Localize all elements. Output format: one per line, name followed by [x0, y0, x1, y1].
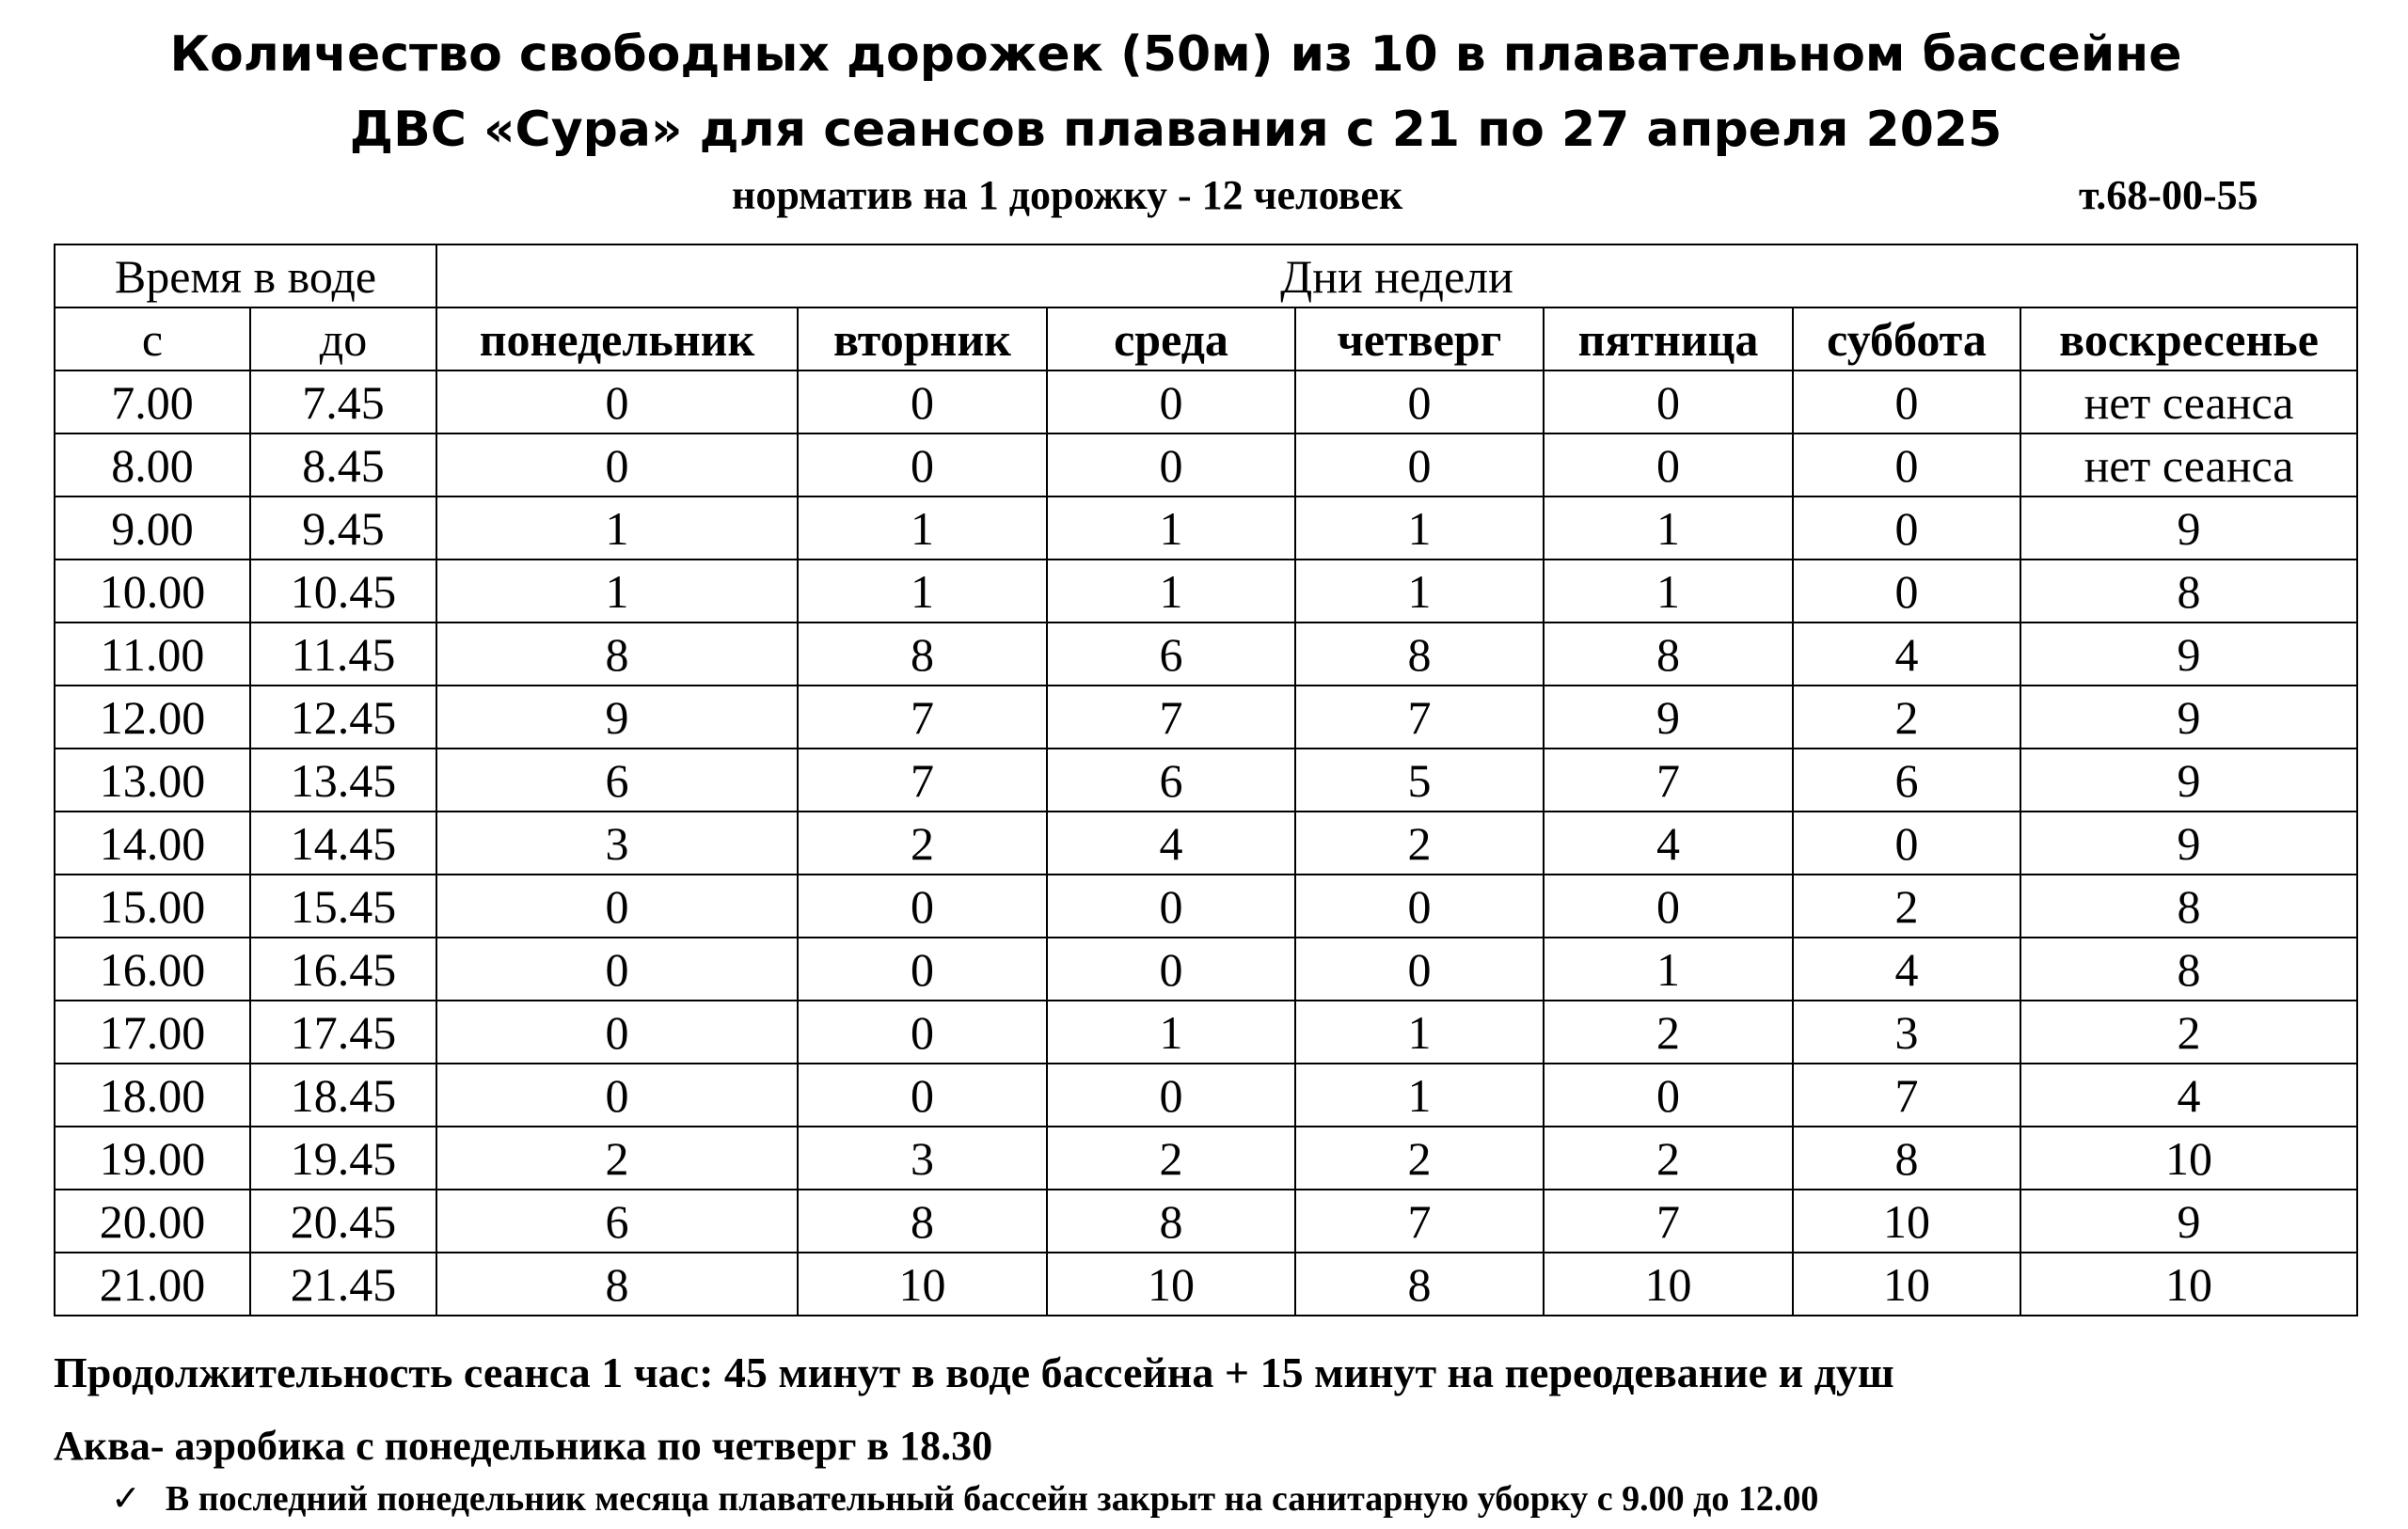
free-lanes-cell: 1 — [798, 497, 1047, 560]
free-lanes-cell: 1 — [1295, 1064, 1544, 1127]
free-lanes-cell: 1 — [1295, 1001, 1544, 1064]
free-lanes-cell: 8 — [2020, 875, 2357, 938]
time-from-cell: 15.00 — [55, 875, 250, 938]
free-lanes-cell: 0 — [1793, 370, 2020, 433]
free-lanes-cell: 8 — [1793, 1127, 2020, 1190]
free-lanes-cell: 7 — [1793, 1064, 2020, 1127]
free-lanes-cell: 0 — [1544, 1064, 1793, 1127]
free-lanes-cell: 7 — [1295, 686, 1544, 749]
time-to-cell: 12.45 — [250, 686, 436, 749]
free-lanes-cell: 2 — [1544, 1127, 1793, 1190]
free-lanes-cell: 9 — [2020, 686, 2357, 749]
time-from-cell: 20.00 — [55, 1190, 250, 1253]
free-lanes-cell: 4 — [2020, 1064, 2357, 1127]
free-lanes-cell: 4 — [1544, 812, 1793, 875]
free-lanes-cell: 8 — [436, 1253, 798, 1316]
free-lanes-cell: 1 — [1544, 497, 1793, 560]
time-to-cell: 10.45 — [250, 560, 436, 623]
free-lanes-cell: 4 — [1793, 938, 2020, 1001]
day-header-thursday: четверг — [1295, 307, 1544, 370]
free-lanes-cell: 7 — [1047, 686, 1295, 749]
day-header-saturday: суббота — [1793, 307, 2020, 370]
free-lanes-cell: 8 — [1295, 623, 1544, 686]
to-header: до — [250, 307, 436, 370]
free-lanes-cell: 6 — [1047, 623, 1295, 686]
free-lanes-cell: 0 — [1047, 1064, 1295, 1127]
free-lanes-cell: 6 — [1793, 749, 2020, 812]
free-lanes-cell: 10 — [1047, 1253, 1295, 1316]
free-lanes-cell: 10 — [2020, 1253, 2357, 1316]
free-lanes-cell: 8 — [1544, 623, 1793, 686]
free-lanes-cell: 6 — [436, 749, 798, 812]
free-lanes-cell: 0 — [436, 370, 798, 433]
session-duration-note: Продолжительность сеанса 1 час: 45 минут в воде бассейна + 15 минут на переодевание и душ — [54, 1348, 1894, 1396]
free-lanes-cell: 4 — [1047, 812, 1295, 875]
time-from-cell: 16.00 — [55, 938, 250, 1001]
aqua-aerobics-note: Аква- аэробика с понедельника по четверг в 18.30 — [54, 1423, 993, 1469]
free-lanes-cell: 0 — [436, 1001, 798, 1064]
time-to-cell: 16.45 — [250, 938, 436, 1001]
time-to-cell: 7.45 — [250, 370, 436, 433]
free-lanes-cell: 1 — [1544, 560, 1793, 623]
free-lanes-cell: 10 — [1793, 1190, 2020, 1253]
free-lanes-cell: 0 — [798, 938, 1047, 1001]
time-from-cell: 11.00 — [55, 623, 250, 686]
free-lanes-cell: 0 — [436, 875, 798, 938]
free-lanes-cell: 3 — [436, 812, 798, 875]
table-row — [55, 812, 2357, 875]
free-lanes-cell: 7 — [1544, 749, 1793, 812]
checkmark-icon: ✓ — [111, 1477, 141, 1519]
free-lanes-cell: 1 — [436, 497, 798, 560]
day-header-friday: пятница — [1544, 307, 1793, 370]
schedule-body — [55, 370, 2357, 1316]
days-of-week-header: Дни недели — [436, 244, 2357, 307]
time-from-cell: 18.00 — [55, 1064, 250, 1127]
time-to-cell: 13.45 — [250, 749, 436, 812]
free-lanes-cell: 0 — [1047, 433, 1295, 497]
free-lanes-cell: 0 — [1295, 938, 1544, 1001]
day-header-wednesday: среда — [1047, 307, 1295, 370]
free-lanes-cell: 0 — [798, 1001, 1047, 1064]
table-row — [55, 1253, 2357, 1316]
free-lanes-cell: 1 — [1295, 497, 1544, 560]
free-lanes-cell: 9 — [2020, 623, 2357, 686]
free-lanes-cell: 8 — [1047, 1190, 1295, 1253]
time-from-cell: 8.00 — [55, 433, 250, 497]
free-lanes-cell: 8 — [436, 623, 798, 686]
free-lanes-cell: 0 — [436, 433, 798, 497]
table-row — [55, 370, 2357, 433]
closure-note-text: В последний понедельник месяца плавательный бассейн закрыт на санитарную уборку с 9.00 до 12.00 — [165, 1479, 1819, 1519]
time-from-cell: 14.00 — [55, 812, 250, 875]
table-row — [55, 686, 2357, 749]
free-lanes-cell: 8 — [798, 1190, 1047, 1253]
free-lanes-cell: 0 — [1295, 370, 1544, 433]
phone-number: т.68-00-55 — [2079, 172, 2258, 218]
free-lanes-cell: 0 — [1295, 875, 1544, 938]
table-row — [55, 433, 2357, 497]
free-lanes-cell: 10 — [798, 1253, 1047, 1316]
free-lanes-cell: 0 — [1295, 433, 1544, 497]
schedule-table — [54, 244, 2358, 1316]
free-lanes-cell: 3 — [1793, 1001, 2020, 1064]
free-lanes-cell: 7 — [1295, 1190, 1544, 1253]
free-lanes-cell: 1 — [1047, 560, 1295, 623]
time-to-cell: 18.45 — [250, 1064, 436, 1127]
free-lanes-cell: 4 — [1793, 623, 2020, 686]
free-lanes-cell: 0 — [798, 433, 1047, 497]
free-lanes-cell: 0 — [1793, 812, 2020, 875]
free-lanes-cell: 2 — [1295, 1127, 1544, 1190]
table-row — [55, 749, 2357, 812]
free-lanes-cell: 0 — [1793, 497, 2020, 560]
time-from-cell: 19.00 — [55, 1127, 250, 1190]
time-from-cell: 21.00 — [55, 1253, 250, 1316]
free-lanes-cell: 9 — [1544, 686, 1793, 749]
free-lanes-cell: 10 — [2020, 1127, 2357, 1190]
free-lanes-cell: 0 — [1047, 875, 1295, 938]
free-lanes-cell: нет сеанса — [2020, 370, 2357, 433]
free-lanes-cell: 0 — [1047, 938, 1295, 1001]
free-lanes-cell: 0 — [1047, 370, 1295, 433]
free-lanes-cell: 7 — [798, 749, 1047, 812]
free-lanes-cell: 2 — [1544, 1001, 1793, 1064]
table-row — [55, 1190, 2357, 1253]
table-row — [55, 623, 2357, 686]
table-row — [55, 1001, 2357, 1064]
free-lanes-cell: 2 — [1793, 686, 2020, 749]
free-lanes-cell: 1 — [1295, 560, 1544, 623]
free-lanes-cell: 7 — [1544, 1190, 1793, 1253]
free-lanes-cell: 9 — [2020, 497, 2357, 560]
page-title-line-2: ДВС «Сура» для сеансов плавания с 21 по 27 апреля 2025 — [349, 102, 2003, 158]
free-lanes-cell: 5 — [1295, 749, 1544, 812]
free-lanes-cell: 0 — [1793, 433, 2020, 497]
time-to-cell: 17.45 — [250, 1001, 436, 1064]
time-from-cell: 7.00 — [55, 370, 250, 433]
time-to-cell: 14.45 — [250, 812, 436, 875]
closure-note — [111, 1474, 1818, 1522]
free-lanes-cell: 0 — [798, 370, 1047, 433]
free-lanes-cell: 9 — [2020, 749, 2357, 812]
table-row — [55, 560, 2357, 623]
free-lanes-cell: 1 — [1047, 497, 1295, 560]
time-to-cell: 20.45 — [250, 1190, 436, 1253]
free-lanes-cell: 8 — [798, 623, 1047, 686]
day-header-sunday: воскресенье — [2020, 307, 2357, 370]
free-lanes-cell: 6 — [1047, 749, 1295, 812]
time-from-cell: 9.00 — [55, 497, 250, 560]
table-row — [55, 938, 2357, 1001]
free-lanes-cell: 0 — [1544, 433, 1793, 497]
free-lanes-cell: 2 — [1793, 875, 2020, 938]
free-lanes-cell: 10 — [1793, 1253, 2020, 1316]
free-lanes-cell: 1 — [798, 560, 1047, 623]
time-to-cell: 21.45 — [250, 1253, 436, 1316]
free-lanes-cell: 7 — [798, 686, 1047, 749]
day-header-monday: понедельник — [436, 307, 798, 370]
lane-norm: норматив на 1 дорожку - 12 человек — [732, 172, 1403, 218]
free-lanes-cell: 1 — [1047, 1001, 1295, 1064]
time-from-cell: 17.00 — [55, 1001, 250, 1064]
time-from-cell: 10.00 — [55, 560, 250, 623]
free-lanes-cell: 0 — [1544, 875, 1793, 938]
free-lanes-cell: 2 — [436, 1127, 798, 1190]
free-lanes-cell: 8 — [2020, 560, 2357, 623]
free-lanes-cell: 9 — [2020, 1190, 2357, 1253]
table-row — [55, 875, 2357, 938]
free-lanes-cell: 0 — [1544, 370, 1793, 433]
time-in-water-header: Время в воде — [55, 244, 436, 307]
table-row — [55, 1127, 2357, 1190]
free-lanes-cell: 0 — [798, 875, 1047, 938]
free-lanes-cell: 2 — [798, 812, 1047, 875]
time-to-cell: 15.45 — [250, 875, 436, 938]
time-from-cell: 13.00 — [55, 749, 250, 812]
free-lanes-cell: 2 — [1295, 812, 1544, 875]
free-lanes-cell: 9 — [2020, 812, 2357, 875]
free-lanes-cell: 0 — [436, 938, 798, 1001]
free-lanes-cell: 6 — [436, 1190, 798, 1253]
free-lanes-cell: 8 — [2020, 938, 2357, 1001]
time-to-cell: 9.45 — [250, 497, 436, 560]
free-lanes-cell: 2 — [2020, 1001, 2357, 1064]
time-to-cell: 11.45 — [250, 623, 436, 686]
free-lanes-cell: 10 — [1544, 1253, 1793, 1316]
free-lanes-cell: 1 — [1544, 938, 1793, 1001]
free-lanes-cell: 1 — [436, 560, 798, 623]
free-lanes-cell: нет сеанса — [2020, 433, 2357, 497]
table-row — [55, 497, 2357, 560]
free-lanes-cell: 9 — [436, 686, 798, 749]
free-lanes-cell: 3 — [798, 1127, 1047, 1190]
free-lanes-cell: 0 — [436, 1064, 798, 1127]
from-header: с — [55, 307, 250, 370]
time-to-cell: 19.45 — [250, 1127, 436, 1190]
free-lanes-cell: 8 — [1295, 1253, 1544, 1316]
table-row — [55, 1064, 2357, 1127]
time-from-cell: 12.00 — [55, 686, 250, 749]
day-header-tuesday: вторник — [798, 307, 1047, 370]
page-title-line-1: Количество свободных дорожек (50м) из 10 в плавательном бассейне — [169, 26, 2182, 83]
time-to-cell: 8.45 — [250, 433, 436, 497]
free-lanes-cell: 0 — [798, 1064, 1047, 1127]
free-lanes-cell: 0 — [1793, 560, 2020, 623]
free-lanes-cell: 2 — [1047, 1127, 1295, 1190]
